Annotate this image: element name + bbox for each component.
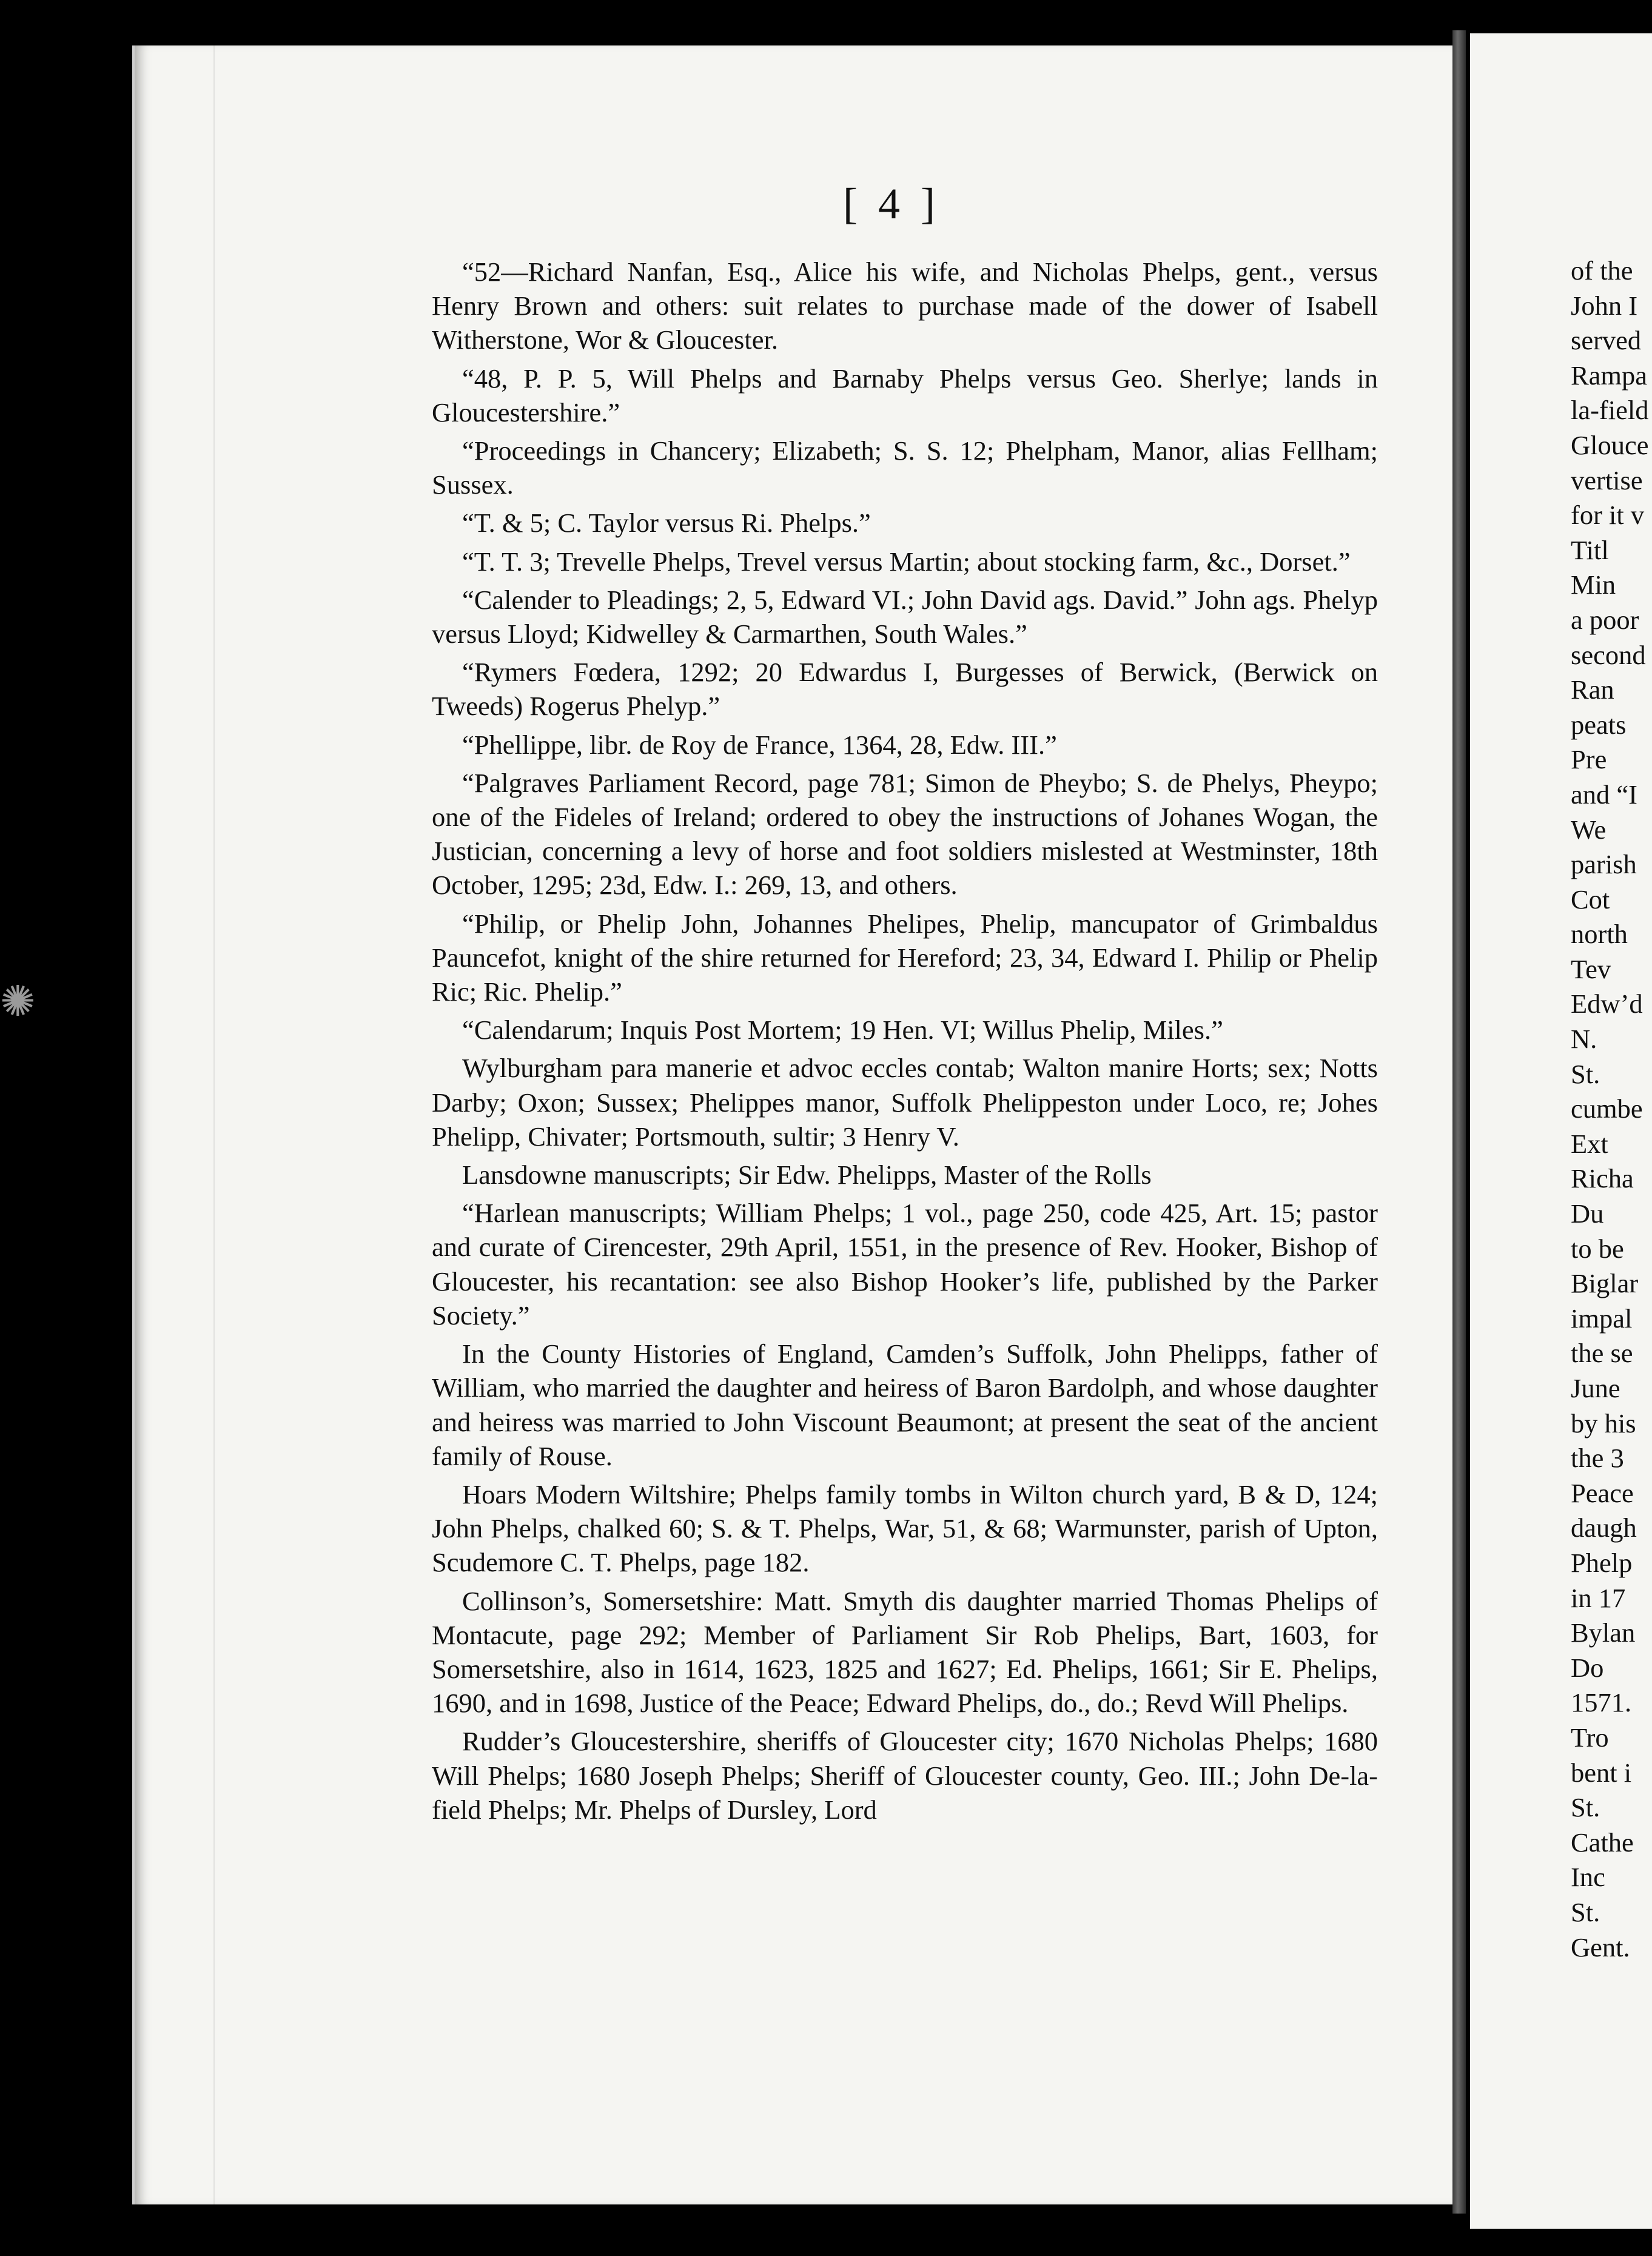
facing-page-line: We xyxy=(1571,814,1607,845)
facing-page-line: the se xyxy=(1571,1338,1633,1369)
page-number: [ 4 ] xyxy=(843,180,940,228)
facing-page-line: Richa xyxy=(1571,1163,1634,1194)
facing-page-line: and “I xyxy=(1571,779,1637,810)
facing-page-line: Pre xyxy=(1571,744,1607,775)
facing-page-line: bent i xyxy=(1571,1757,1632,1788)
facing-page-line: to be xyxy=(1571,1233,1624,1264)
paragraph: “Palgraves Parliament Record, page 781; Simon de Pheybo; S. de Phelys, Pheypo; one of the Fideles of Ireland; ordered to obey the instructions of Johanes Wogan, the Justician, concerning a levy of horse and foot soldiers mislested at Westminster, 18th October, 1295; 23d, Edw. I.: 269, 13, and others. xyxy=(432,767,1378,901)
ink-blot-icon: ✺ xyxy=(0,976,36,1026)
facing-page-line: Cot xyxy=(1571,884,1610,915)
facing-page-line: Ext xyxy=(1571,1128,1608,1159)
facing-page-line: St. xyxy=(1571,1058,1600,1089)
facing-page-line: Rampa xyxy=(1571,360,1648,391)
facing-page-line: the 3 xyxy=(1571,1443,1624,1474)
paragraph: “Calender to Pleadings; 2, 5, Edward VI.; John David ags. David.” John ags. Phelyp versus Lloyd; Kidwelley & Carmarthen, South Wales.” xyxy=(432,584,1378,650)
facing-page-line: for it v xyxy=(1571,500,1645,531)
facing-page-line: Du xyxy=(1571,1198,1604,1229)
facing-page-line: 1571. xyxy=(1571,1687,1632,1718)
facing-page-line: Ran xyxy=(1571,674,1614,705)
paragraph: “Proceedings in Chancery; Elizabeth; S. S. 12; Phelpham, Manor, alias Fellham; Sussex. xyxy=(432,435,1378,500)
paragraph: “Rymers Fœdera, 1292; 20 Edwardus I, Burgesses of Berwick, (Berwick on Tweeds) Rogerus Phelyp.” xyxy=(432,657,1378,722)
facing-page-line: Titl xyxy=(1571,534,1609,565)
paragraph: Collinson’s, Somersetshire: Matt. Smyth dis daughter married Thomas Phelips of Montacute, page 292; Member of Parliament Sir Rob Phelips, Bart, 1603, for Somersetshire, also in 1614, 1623, 1825 and 1627; Ed. Phelips, 1661; Sir E. Phelips, 1690, and in 1698, Justice of the Peace; Edward Phelips, do., do.; Revd Will Phelips. xyxy=(432,1585,1378,1719)
paragraph: “T. & 5; C. Taylor versus Ri. Phelps.” xyxy=(462,508,871,539)
paragraph: “Harlean manuscripts; William Phelps; 1 vol., page 250, code 425, Art. 15; pastor and curate of Cirencester, 29th April, 1551, in the presence of Rev. Hooker, Bishop of Gloucester, his recantation: see also Bishop Hooker’s life, published by the Parker Society.” xyxy=(432,1198,1378,1331)
facing-page-text xyxy=(1571,253,1652,1965)
facing-page-line: Do xyxy=(1571,1652,1604,1683)
facing-page-line: Biglar xyxy=(1571,1268,1639,1299)
facing-page-line: Bylan xyxy=(1571,1617,1636,1648)
facing-page-line: Phelp xyxy=(1571,1547,1633,1578)
paragraph: “48, P. P. 5, Will Phelps and Barnaby Phelps versus Geo. Sherlye; lands in Gloucestershire.” xyxy=(432,363,1378,428)
facing-page-line: second xyxy=(1571,639,1646,670)
facing-page-line: Tro xyxy=(1571,1722,1609,1753)
facing-page-line: north xyxy=(1571,919,1628,950)
facing-page-line: Min xyxy=(1571,569,1616,600)
book-gutter xyxy=(1452,30,1466,2214)
facing-page-line: impal xyxy=(1571,1303,1633,1334)
facing-page-line: Glouce xyxy=(1571,429,1649,460)
facing-page-line: Cathe xyxy=(1571,1827,1634,1858)
paragraph: In the County Histories of England, Camden’s Suffolk, John Phelipps, father of William, who married the daughter and heiress of Baron Bardolph, and whose daughter and heiress was married to John Viscount Beaumont; at present the seat of the ancient family of Rouse. xyxy=(432,1338,1378,1471)
paragraph: Wylburgham para manerie et advoc eccles contab; Walton manire Horts; sex; Notts Darby; Oxon; Sussex; Phelippes manor, Suffolk Phelippeston under Loco, re; Johes Phelipp, Chivater; Portsmouth, sultir; 3 Henry V. xyxy=(432,1053,1378,1152)
facing-page-line: St. xyxy=(1571,1896,1600,1927)
facing-page-line: N. xyxy=(1571,1024,1597,1055)
paragraph: “52—Richard Nanfan, Esq., Alice his wife, and Nicholas Phelps, gent., versus Henry Brown and others: suit relates to purchase made of the dower of Isabell Witherstone, Wor & Gloucester. xyxy=(432,257,1378,355)
facing-page-line: vertise xyxy=(1571,465,1643,495)
facing-page-line: a poor xyxy=(1571,604,1639,635)
facing-page-line: Gent. xyxy=(1571,1932,1630,1962)
facing-page-line: daugh xyxy=(1571,1512,1637,1543)
facing-page-line: by his xyxy=(1571,1408,1636,1439)
paragraph: Hoars Modern Wiltshire; Phelps family tombs in Wilton church yard, B & D, 124; John Phelps, chalked 60; S. & T. Phelps, War, 51, & 68; Warmunster, parish of Upton, Scudemore C. T. Phelps, page 182. xyxy=(432,1479,1378,1578)
paragraph: “T. T. 3; Trevelle Phelps, Trevel versus Martin; about stocking farm, &c., Dorset.” xyxy=(462,546,1351,577)
paragraph: Lansdowne manuscripts; Sir Edw. Phelipps, Master of the Rolls xyxy=(462,1160,1152,1190)
body-text xyxy=(432,255,1378,1831)
facing-page-line: in 17 xyxy=(1571,1582,1626,1613)
facing-page-line: Peace xyxy=(1571,1477,1634,1508)
facing-page-line: cumbe xyxy=(1571,1093,1643,1124)
facing-page-line: Tev xyxy=(1571,953,1611,984)
facing-page-line: St. xyxy=(1571,1792,1600,1823)
facing-page-line: of the xyxy=(1571,255,1633,286)
paragraph: Rudder’s Gloucestershire, sheriffs of Gloucester city; 1670 Nicholas Phelps; 1680 Will Phelps; 1680 Joseph Phelps; Sheriff of Gloucester county, Geo. III.; John De-la-field Phelps; Mr. Phelps of Dursley, Lord xyxy=(432,1726,1378,1825)
facing-page-line: la-field xyxy=(1571,395,1649,426)
facing-page-line: June xyxy=(1571,1373,1620,1403)
facing-page-line: John I xyxy=(1571,290,1638,321)
facing-page-line: served xyxy=(1571,325,1642,356)
paragraph: “Phellippe, libr. de Roy de France, 1364, 28, Edw. III.” xyxy=(462,729,1057,760)
paragraph: “Calendarum; Inquis Post Mortem; 19 Hen. VI; Willus Phelip, Miles.” xyxy=(462,1015,1223,1046)
facing-page-line: Inc xyxy=(1571,1862,1605,1893)
facing-page-line: peats xyxy=(1571,709,1627,740)
paragraph: “Philip, or Phelip John, Johannes Phelipes, Phelip, mancupator of Grimbaldus Pauncefot, knight of the shire returned for Hereford; 23, 34, Edward I. Philip or Phelip Ric; Ric. Phelip.” xyxy=(432,908,1378,1007)
facing-page-line: parish xyxy=(1571,849,1637,880)
facing-page-line: Edw’d xyxy=(1571,989,1643,1019)
